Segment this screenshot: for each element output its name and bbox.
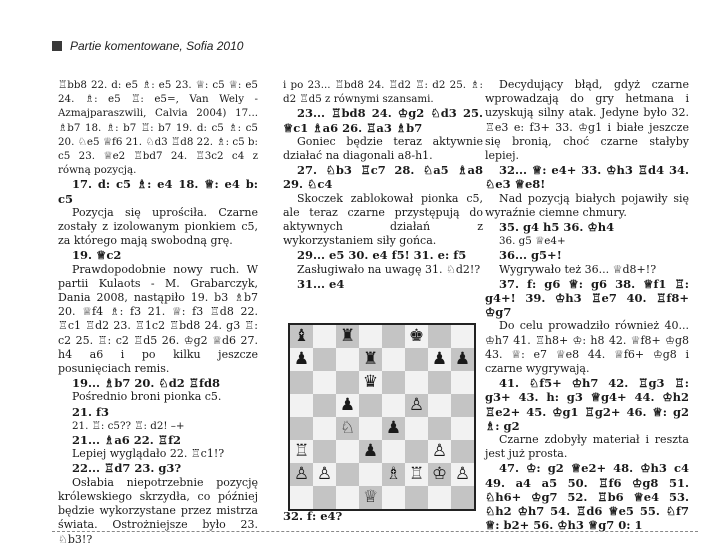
square-c6 (336, 371, 359, 394)
chess-piece-icon: ♘ (339, 418, 356, 438)
square-d6 (359, 371, 382, 394)
square-h8 (451, 325, 474, 348)
move-line: 36... g5+! (499, 248, 562, 263)
move-line: 41. ♘f5+ ♔h7 42. ♖g3 ♖: g3+ 43. h: g3 ♕g4+ 44. ♔h2 ♖e2+ 45. ♔g1 ♖g2+ 46. ♕: g2 ♗: g2 (485, 376, 689, 433)
square-e8 (382, 325, 405, 348)
chess-piece-icon: ♙ (316, 464, 333, 484)
square-a1 (290, 486, 313, 509)
square-d7 (359, 348, 382, 371)
square-f6 (405, 371, 428, 394)
chess-piece-icon: ♟ (339, 395, 356, 415)
chess-piece-icon: ♙ (431, 441, 448, 461)
square-d5 (359, 394, 382, 417)
square-b1 (313, 486, 336, 509)
square-a6 (290, 371, 313, 394)
comment-paragraph: Prawdopodobnie nowy ruch. W partii Kulaots - M. Grabarczyk, Dania 2008, nastąpiło 19. b3 ♗b7 20. ♕f4 ♗: f3 21. ♕: f3 ♖d8 22. ♖c1 ♖d2 23. ♖1c2 ♖bd8 24. g3 ♖: c2 25. ♖: c2 ♖d5 26. ♔g2 ♕d6 27. h4 a6 i po kilku jeszcze posunięciach remis. (58, 262, 258, 376)
comment-paragraph: Lepiej wyglądało 22. ♖c1!? (72, 447, 225, 461)
square-b3 (313, 440, 336, 463)
square-f3 (405, 440, 428, 463)
move-line: 21. f3 (72, 404, 109, 419)
square-d2 (359, 463, 382, 486)
square-h4 (451, 417, 474, 440)
square-g5 (428, 394, 451, 417)
text-column-1 (58, 78, 258, 547)
square-h1 (451, 486, 474, 509)
comment-paragraph: Pośrednio broni pionka c5. (72, 390, 222, 404)
text-column-2 (283, 78, 483, 291)
square-f1 (405, 486, 428, 509)
chess-piece-icon: ♕ (362, 487, 379, 507)
text-column-3 (485, 78, 689, 533)
square-f7 (405, 348, 428, 371)
move-line: 23... ♖bd8 24. ♔g2 ♘d3 25. ♕c1 ♗a6 26. ♖a3 ♗b7 (283, 106, 483, 135)
comment-paragraph: Osłabia niepotrzebnie pozycję królewskiego skrzydła, co później będzie wykorzystane przez mistrza świata. Ostrożniejsze było 23. ♘b3!? (58, 475, 258, 546)
square-c7 (336, 348, 359, 371)
comment-paragraph: Do celu prowadziło również 40... ♔h7 41. ♖h8+ ♔: h8 42. ♕f8+ ♔g8 43. ♕: e7 ♕e8 44. ♕f6+ ♔g8 i czarne wygrywają. (485, 319, 689, 376)
chess-piece-icon: ♔ (431, 464, 448, 484)
move-line: 27. ♘b3 ♖c7 28. ♘a5 ♗a8 29. ♘c4 (283, 163, 483, 192)
square-a4 (290, 417, 313, 440)
square-g2 (428, 463, 451, 486)
chess-piece-icon: ♝ (293, 326, 310, 346)
comment-paragraph: Nad pozycją białych pojawiły się wyraźnie ciemne chmury. (485, 191, 689, 219)
chess-piece-icon: ♖ (293, 441, 310, 461)
square-c4 (336, 417, 359, 440)
chess-piece-icon: ♛ (362, 372, 379, 392)
comment-paragraph: Zasługiwało na uwagę 31. ♘d2!? (297, 262, 481, 276)
chess-piece-icon: ♙ (454, 464, 471, 484)
chess-piece-icon: ♖ (408, 464, 425, 484)
comment-paragraph: Pozycja się uprościła. Czarne zostały z izolowanym pionkiem c5, za którego mają swobodną grę. (58, 205, 258, 248)
square-c8 (336, 325, 359, 348)
square-a8 (290, 325, 313, 348)
square-c5 (336, 394, 359, 417)
chess-piece-icon: ♟ (293, 349, 310, 369)
square-b4 (313, 417, 336, 440)
square-b6 (313, 371, 336, 394)
chess-piece-icon: ♟ (362, 441, 379, 461)
page-bottom-rule (52, 531, 698, 532)
chess-piece-icon: ♙ (408, 395, 425, 415)
square-a5 (290, 394, 313, 417)
comment-paragraph: Czarne zdobyły materiał i reszta jest już prosta. (485, 433, 689, 461)
comment-paragraph: Decydujący błąd, gdyż czarne wprowadzają do gry hetmana i uzyskują silny atak. Jedyne było 32. ♖e3 e: f3+ 33. ♔g1 i białe jeszcze się bronią, choć czarne stałyby lepiej. (485, 78, 689, 163)
square-g8 (428, 325, 451, 348)
move-line: 19... ♗b7 20. ♘d2 ♖fd8 (72, 376, 221, 391)
comment-paragraph: i po 23... ♖bd8 24. ♖d2 ♖: d2 25. ♗: d2 ♖d5 z równymi szansami. (283, 79, 483, 106)
square-e3 (382, 440, 405, 463)
move-line: 35. g4 h5 36. ♔h4 (499, 220, 615, 235)
comment-paragraph: ♖bb8 22. d: e5 ♗: e5 23. ♕: c5 ♕: e5 24. ♗: e5 ♖: e5=, Van Wely - Azmajparaszwili, Calvia 2004) 17... ♗b7 18. ♗: b7 ♖: b7 19. d: c5 ♗: c5 20. ♘e5 ♕f6 21. ♘d3 ♖d8 22. ♗: c5 b: c5 23. ♕e2 ♖bd7 24. ♖3c2 c4 z równą pozycją. (58, 79, 258, 177)
diagram-caption: 32. f: e4? (283, 509, 343, 523)
square-g3 (428, 440, 451, 463)
comment-paragraph: Goniec będzie teraz aktywnie działać na diagonali a8-h1. (283, 134, 483, 163)
chess-piece-icon: ♙ (293, 464, 310, 484)
square-b8 (313, 325, 336, 348)
square-f2 (405, 463, 428, 486)
square-e1 (382, 486, 405, 509)
comment-paragraph: Skoczek zablokował pionka c5, ale teraz czarne przystępują do aktywnych działań z wykorzystaniem siły gońca. (283, 191, 483, 248)
square-d8 (359, 325, 382, 348)
chess-piece-icon: ♟ (385, 418, 402, 438)
chess-piece-icon: ♟ (454, 349, 471, 369)
move-line: 19. ♕c2 (72, 248, 122, 263)
move-line: 37. f: g6 ♕: g6 38. ♕f1 ♖: g4+! 39. ♔h3 ♖e7 40. ♖f8+ ♔g7 (485, 276, 689, 320)
square-c3 (336, 440, 359, 463)
square-g6 (428, 371, 451, 394)
square-e7 (382, 348, 405, 371)
move-line: 22... ♖d7 23. g3? (72, 461, 182, 476)
chess-piece-icon: ♜ (339, 326, 356, 346)
square-h7 (451, 348, 474, 371)
square-d1 (359, 486, 382, 509)
square-f4 (405, 417, 428, 440)
square-a3 (290, 440, 313, 463)
square-b5 (313, 394, 336, 417)
chess-piece-icon: ♟ (431, 349, 448, 369)
square-g7 (428, 348, 451, 371)
chess-piece-icon: ♗ (385, 464, 402, 484)
chess-piece-icon: ♜ (362, 349, 379, 369)
square-d4 (359, 417, 382, 440)
square-d3 (359, 440, 382, 463)
square-g4 (428, 417, 451, 440)
header-title: Partie komentowane, Sofia 2010 (70, 39, 244, 53)
square-c1 (336, 486, 359, 509)
move-line: 21... ♗a6 22. ♖f2 (72, 433, 182, 448)
comment-paragraph: 36. g5 ♕e4+ (499, 235, 566, 248)
square-a2 (290, 463, 313, 486)
move-line: 17. d: c5 ♗: e4 18. ♕: e4 b: c5 (58, 177, 258, 206)
square-c2 (336, 463, 359, 486)
move-line: 31... e4 (297, 276, 345, 291)
diagram-caption-wrap (283, 509, 483, 523)
square-e2 (382, 463, 405, 486)
square-f8 (405, 325, 428, 348)
square-h3 (451, 440, 474, 463)
square-h2 (451, 463, 474, 486)
move-line: 47. ♔: g2 ♕e2+ 48. ♔h3 c4 49. a4 a5 50. ♖f6 ♔g8 51. ♘h6+ ♔g7 52. ♖b6 ♕e4 53. ♘h2 ♔h7 54. ♖d6 ♕e5 55. ♘f7 ♕: b2+ 56. ♔h3 ♕g7 0: 1 (485, 461, 689, 533)
square-b7 (313, 348, 336, 371)
move-line: 29... e5 30. e4 f5! 31. e: f5 (297, 248, 467, 263)
chess-piece-icon: ♚ (408, 326, 425, 346)
square-f5 (405, 394, 428, 417)
comment-paragraph: 21. ♖: c5?? ♖: d2! –+ (72, 419, 185, 432)
square-e5 (382, 394, 405, 417)
square-e6 (382, 371, 405, 394)
square-b2 (313, 463, 336, 486)
square-h5 (451, 394, 474, 417)
square-e4 (382, 417, 405, 440)
square-h6 (451, 371, 474, 394)
comment-paragraph: Wygrywało też 36... ♕d8+!? (499, 262, 657, 276)
page-header (52, 39, 243, 53)
move-line: 32... ♕: e4+ 33. ♔h3 ♖d4 34. ♘e3 ♕e8! (485, 163, 689, 192)
square-g1 (428, 486, 451, 509)
square-a7 (290, 348, 313, 371)
chess-diagram (288, 323, 476, 511)
header-square-icon (52, 41, 62, 51)
